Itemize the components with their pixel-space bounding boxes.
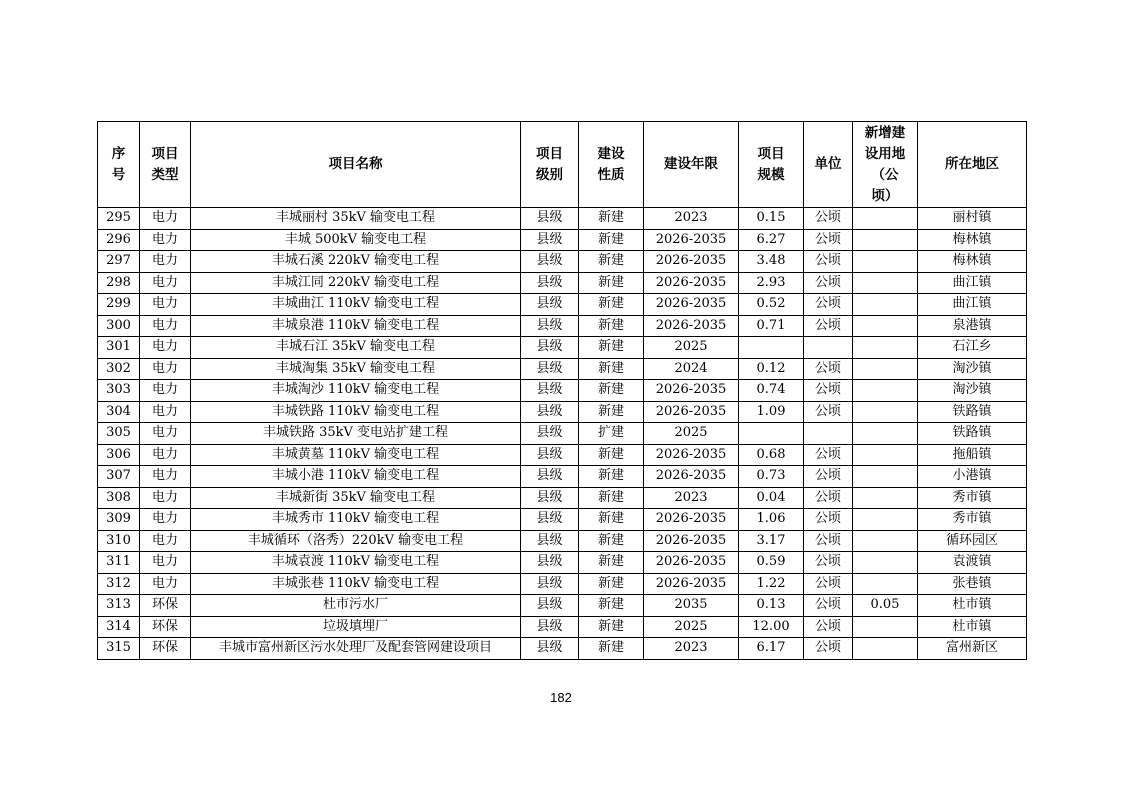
- cell-period: 2023: [644, 638, 739, 660]
- cell-region: 曲江镇: [918, 272, 1027, 294]
- cell-scale: 12.00: [739, 616, 804, 638]
- cell-name: 丰城 500kV 输变电工程: [191, 229, 521, 251]
- cell-region: 小港镇: [918, 466, 1027, 488]
- cell-unit: 公顷: [804, 552, 853, 574]
- project-table: [97, 121, 1027, 660]
- cell-scale: 0.13: [739, 595, 804, 617]
- cell-type: 电力: [140, 573, 191, 595]
- cell-land: [853, 294, 918, 316]
- cell-seq: 311: [98, 552, 140, 574]
- cell-period: 2023: [644, 208, 739, 230]
- table-row: [98, 401, 1027, 423]
- cell-name: 丰城丽村 35kV 输变电工程: [191, 208, 521, 230]
- cell-nature: 新建: [579, 358, 644, 380]
- table-row: [98, 509, 1027, 531]
- cell-level: 县级: [521, 358, 579, 380]
- table-row: [98, 337, 1027, 359]
- cell-land: [853, 616, 918, 638]
- cell-nature: 新建: [579, 466, 644, 488]
- cell-type: 电力: [140, 251, 191, 273]
- table-row: [98, 573, 1027, 595]
- cell-unit: 公顷: [804, 466, 853, 488]
- cell-level: 县级: [521, 616, 579, 638]
- cell-unit: 公顷: [804, 573, 853, 595]
- cell-scale: [739, 337, 804, 359]
- cell-nature: 新建: [579, 487, 644, 509]
- cell-seq: 297: [98, 251, 140, 273]
- cell-nature: 新建: [579, 573, 644, 595]
- table-row: [98, 272, 1027, 294]
- cell-level: 县级: [521, 208, 579, 230]
- cell-scale: 1.22: [739, 573, 804, 595]
- cell-name: 丰城袁渡 110kV 输变电工程: [191, 552, 521, 574]
- cell-period: 2026-2035: [644, 315, 739, 337]
- cell-scale: 0.59: [739, 552, 804, 574]
- cell-land: [853, 509, 918, 531]
- cell-level: 县级: [521, 487, 579, 509]
- cell-name: 丰城黄墓 110kV 输变电工程: [191, 444, 521, 466]
- cell-name: 丰城新街 35kV 输变电工程: [191, 487, 521, 509]
- cell-type: 电力: [140, 358, 191, 380]
- cell-name: 丰城淘集 35kV 输变电工程: [191, 358, 521, 380]
- cell-period: 2035: [644, 595, 739, 617]
- cell-unit: 公顷: [804, 530, 853, 552]
- cell-region: 铁路镇: [918, 401, 1027, 423]
- cell-land: [853, 208, 918, 230]
- cell-unit: 公顷: [804, 358, 853, 380]
- cell-scale: 0.71: [739, 315, 804, 337]
- cell-land: [853, 251, 918, 273]
- cell-period: 2026-2035: [644, 552, 739, 574]
- table-body: [98, 208, 1027, 660]
- cell-seq: 310: [98, 530, 140, 552]
- cell-nature: 扩建: [579, 423, 644, 445]
- cell-unit: 公顷: [804, 595, 853, 617]
- cell-scale: 0.12: [739, 358, 804, 380]
- cell-type: 电力: [140, 272, 191, 294]
- cell-land: [853, 487, 918, 509]
- header-unit: 单位: [804, 122, 853, 208]
- table-row: [98, 638, 1027, 660]
- header-type: 项目类型: [140, 122, 191, 208]
- cell-seq: 308: [98, 487, 140, 509]
- cell-seq: 302: [98, 358, 140, 380]
- cell-scale: 3.17: [739, 530, 804, 552]
- cell-name: 丰城泉港 110kV 输变电工程: [191, 315, 521, 337]
- header-seq: 序号: [98, 122, 140, 208]
- cell-unit: 公顷: [804, 638, 853, 660]
- cell-type: 电力: [140, 530, 191, 552]
- cell-seq: 306: [98, 444, 140, 466]
- cell-level: 县级: [521, 251, 579, 273]
- cell-scale: 0.52: [739, 294, 804, 316]
- cell-type: 电力: [140, 466, 191, 488]
- header-level: 项目级别: [521, 122, 579, 208]
- cell-unit: [804, 423, 853, 445]
- cell-type: 电力: [140, 487, 191, 509]
- cell-type: 电力: [140, 294, 191, 316]
- cell-unit: 公顷: [804, 251, 853, 273]
- cell-region: 张巷镇: [918, 573, 1027, 595]
- cell-region: 淘沙镇: [918, 358, 1027, 380]
- cell-land: [853, 401, 918, 423]
- cell-period: 2024: [644, 358, 739, 380]
- cell-nature: 新建: [579, 251, 644, 273]
- table-row: [98, 229, 1027, 251]
- table-row: [98, 487, 1027, 509]
- cell-type: 电力: [140, 229, 191, 251]
- cell-name: 丰城循环（洛秀）220kV 输变电工程: [191, 530, 521, 552]
- cell-seq: 313: [98, 595, 140, 617]
- cell-seq: 299: [98, 294, 140, 316]
- table-row: [98, 208, 1027, 230]
- cell-seq: 295: [98, 208, 140, 230]
- table-row: [98, 616, 1027, 638]
- cell-name: 丰城小港 110kV 输变电工程: [191, 466, 521, 488]
- header-row: [98, 122, 1027, 208]
- cell-period: 2026-2035: [644, 229, 739, 251]
- cell-unit: 公顷: [804, 401, 853, 423]
- table-row: [98, 251, 1027, 273]
- cell-seq: 304: [98, 401, 140, 423]
- table-row: [98, 294, 1027, 316]
- cell-period: 2026-2035: [644, 251, 739, 273]
- cell-seq: 307: [98, 466, 140, 488]
- cell-seq: 309: [98, 509, 140, 531]
- cell-level: 县级: [521, 466, 579, 488]
- cell-land: [853, 315, 918, 337]
- cell-region: 秀市镇: [918, 487, 1027, 509]
- table-row: [98, 466, 1027, 488]
- cell-period: 2025: [644, 616, 739, 638]
- cell-period: 2026-2035: [644, 573, 739, 595]
- cell-nature: 新建: [579, 401, 644, 423]
- cell-period: 2025: [644, 337, 739, 359]
- cell-nature: 新建: [579, 530, 644, 552]
- cell-type: 电力: [140, 509, 191, 531]
- cell-land: [853, 380, 918, 402]
- cell-name: 丰城张巷 110kV 输变电工程: [191, 573, 521, 595]
- cell-unit: 公顷: [804, 509, 853, 531]
- header-scale: 项目规模: [739, 122, 804, 208]
- cell-name: 丰城市富州新区污水处理厂及配套管网建设项目: [191, 638, 521, 660]
- cell-level: 县级: [521, 337, 579, 359]
- cell-type: 电力: [140, 552, 191, 574]
- page-number: 182: [550, 690, 572, 705]
- cell-nature: 新建: [579, 444, 644, 466]
- cell-scale: 0.15: [739, 208, 804, 230]
- cell-region: 淘沙镇: [918, 380, 1027, 402]
- cell-scale: 1.09: [739, 401, 804, 423]
- table-row: [98, 358, 1027, 380]
- cell-land: [853, 337, 918, 359]
- cell-level: 县级: [521, 573, 579, 595]
- table-row: [98, 423, 1027, 445]
- cell-type: 电力: [140, 337, 191, 359]
- cell-unit: 公顷: [804, 487, 853, 509]
- cell-region: 泉港镇: [918, 315, 1027, 337]
- cell-name: 丰城铁路 35kV 变电站扩建工程: [191, 423, 521, 445]
- header-region: 所在地区: [918, 122, 1027, 208]
- cell-unit: 公顷: [804, 294, 853, 316]
- cell-type: 环保: [140, 595, 191, 617]
- cell-seq: 301: [98, 337, 140, 359]
- cell-level: 县级: [521, 530, 579, 552]
- table-row: [98, 444, 1027, 466]
- cell-seq: 298: [98, 272, 140, 294]
- cell-type: 环保: [140, 616, 191, 638]
- cell-level: 县级: [521, 423, 579, 445]
- cell-land: [853, 552, 918, 574]
- cell-name: 垃圾填埋厂: [191, 616, 521, 638]
- cell-level: 县级: [521, 638, 579, 660]
- table-row: [98, 530, 1027, 552]
- cell-land: [853, 272, 918, 294]
- cell-scale: 1.06: [739, 509, 804, 531]
- cell-land: [853, 530, 918, 552]
- cell-nature: 新建: [579, 595, 644, 617]
- cell-nature: 新建: [579, 337, 644, 359]
- cell-region: 梅林镇: [918, 229, 1027, 251]
- header-name: 项目名称: [191, 122, 521, 208]
- header-period: 建设年限: [644, 122, 739, 208]
- cell-level: 县级: [521, 272, 579, 294]
- cell-seq: 300: [98, 315, 140, 337]
- cell-level: 县级: [521, 509, 579, 531]
- cell-level: 县级: [521, 401, 579, 423]
- cell-nature: 新建: [579, 552, 644, 574]
- cell-unit: 公顷: [804, 380, 853, 402]
- cell-period: 2023: [644, 487, 739, 509]
- cell-period: 2026-2035: [644, 466, 739, 488]
- cell-name: 丰城江同 220kV 输变电工程: [191, 272, 521, 294]
- cell-level: 县级: [521, 380, 579, 402]
- cell-type: 电力: [140, 208, 191, 230]
- cell-scale: 0.04: [739, 487, 804, 509]
- cell-type: 环保: [140, 638, 191, 660]
- cell-region: 袁渡镇: [918, 552, 1027, 574]
- cell-region: 杜市镇: [918, 616, 1027, 638]
- cell-scale: 0.73: [739, 466, 804, 488]
- table-row: [98, 552, 1027, 574]
- cell-scale: 0.74: [739, 380, 804, 402]
- cell-region: 丽村镇: [918, 208, 1027, 230]
- cell-scale: 0.68: [739, 444, 804, 466]
- cell-level: 县级: [521, 294, 579, 316]
- cell-name: 丰城铁路 110kV 输变电工程: [191, 401, 521, 423]
- cell-unit: 公顷: [804, 444, 853, 466]
- cell-seq: 312: [98, 573, 140, 595]
- cell-type: 电力: [140, 315, 191, 337]
- cell-name: 丰城石溪 220kV 输变电工程: [191, 251, 521, 273]
- cell-region: 循环园区: [918, 530, 1027, 552]
- cell-region: 石江乡: [918, 337, 1027, 359]
- cell-region: 拖船镇: [918, 444, 1027, 466]
- cell-type: 电力: [140, 380, 191, 402]
- cell-unit: 公顷: [804, 616, 853, 638]
- cell-nature: 新建: [579, 638, 644, 660]
- cell-unit: 公顷: [804, 272, 853, 294]
- cell-region: 杜市镇: [918, 595, 1027, 617]
- cell-nature: 新建: [579, 509, 644, 531]
- cell-type: 电力: [140, 423, 191, 445]
- cell-period: 2025: [644, 423, 739, 445]
- cell-region: 铁路镇: [918, 423, 1027, 445]
- cell-scale: 6.27: [739, 229, 804, 251]
- cell-region: 秀市镇: [918, 509, 1027, 531]
- cell-land: [853, 444, 918, 466]
- cell-level: 县级: [521, 315, 579, 337]
- table-row: [98, 380, 1027, 402]
- cell-unit: 公顷: [804, 315, 853, 337]
- cell-land: [853, 423, 918, 445]
- cell-land: [853, 229, 918, 251]
- cell-nature: 新建: [579, 380, 644, 402]
- cell-level: 县级: [521, 595, 579, 617]
- cell-unit: 公顷: [804, 229, 853, 251]
- cell-land: [853, 358, 918, 380]
- cell-seq: 315: [98, 638, 140, 660]
- cell-type: 电力: [140, 444, 191, 466]
- cell-period: 2026-2035: [644, 294, 739, 316]
- header-land: 新增建设用地（公顷）: [853, 122, 918, 208]
- cell-nature: 新建: [579, 315, 644, 337]
- cell-name: 丰城曲江 110kV 输变电工程: [191, 294, 521, 316]
- cell-level: 县级: [521, 444, 579, 466]
- cell-region: 富州新区: [918, 638, 1027, 660]
- cell-nature: 新建: [579, 616, 644, 638]
- cell-name: 丰城秀市 110kV 输变电工程: [191, 509, 521, 531]
- cell-nature: 新建: [579, 208, 644, 230]
- cell-period: 2026-2035: [644, 530, 739, 552]
- cell-scale: 2.93: [739, 272, 804, 294]
- cell-type: 电力: [140, 401, 191, 423]
- cell-nature: 新建: [579, 272, 644, 294]
- header-nature: 建设性质: [579, 122, 644, 208]
- cell-region: 曲江镇: [918, 294, 1027, 316]
- cell-name: 杜市污水厂: [191, 595, 521, 617]
- table-row: [98, 595, 1027, 617]
- cell-period: 2026-2035: [644, 444, 739, 466]
- cell-name: 丰城石江 35kV 输变电工程: [191, 337, 521, 359]
- cell-level: 县级: [521, 552, 579, 574]
- cell-land: 0.05: [853, 595, 918, 617]
- cell-seq: 314: [98, 616, 140, 638]
- cell-period: 2026-2035: [644, 380, 739, 402]
- cell-land: [853, 466, 918, 488]
- cell-name: 丰城淘沙 110kV 输变电工程: [191, 380, 521, 402]
- cell-scale: [739, 423, 804, 445]
- cell-unit: 公顷: [804, 208, 853, 230]
- cell-nature: 新建: [579, 294, 644, 316]
- cell-period: 2026-2035: [644, 401, 739, 423]
- cell-seq: 305: [98, 423, 140, 445]
- cell-nature: 新建: [579, 229, 644, 251]
- cell-land: [853, 638, 918, 660]
- cell-land: [853, 573, 918, 595]
- cell-period: 2026-2035: [644, 272, 739, 294]
- cell-seq: 296: [98, 229, 140, 251]
- cell-period: 2026-2035: [644, 509, 739, 531]
- cell-scale: 3.48: [739, 251, 804, 273]
- cell-scale: 6.17: [739, 638, 804, 660]
- cell-region: 梅林镇: [918, 251, 1027, 273]
- cell-unit: [804, 337, 853, 359]
- table-row: [98, 315, 1027, 337]
- cell-level: 县级: [521, 229, 579, 251]
- cell-seq: 303: [98, 380, 140, 402]
